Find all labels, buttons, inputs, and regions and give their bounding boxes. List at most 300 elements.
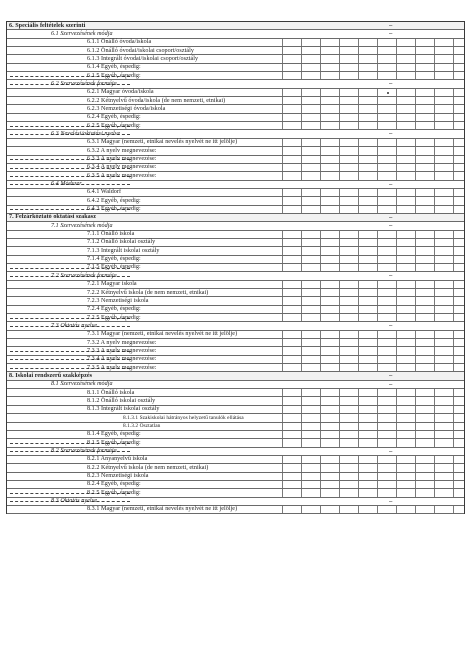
- check-cell[interactable]: [339, 347, 359, 354]
- check-cell[interactable]: [377, 306, 397, 313]
- check-cell[interactable]: [453, 64, 469, 71]
- check-cell[interactable]: [377, 105, 397, 112]
- check-cell[interactable]: [377, 172, 397, 179]
- check-cell[interactable]: [282, 164, 302, 171]
- check-cell[interactable]: [320, 489, 340, 496]
- check-cell[interactable]: [339, 247, 359, 254]
- check-cell[interactable]: [301, 197, 321, 204]
- check-cell[interactable]: [377, 197, 397, 204]
- check-cell[interactable]: [396, 331, 416, 338]
- check-cell[interactable]: [358, 423, 378, 430]
- check-cell[interactable]: [301, 406, 321, 413]
- check-cell[interactable]: [358, 189, 378, 196]
- check-cell[interactable]: [396, 147, 416, 154]
- check-cell[interactable]: [320, 431, 340, 438]
- check-cell[interactable]: [358, 239, 378, 246]
- check-cell[interactable]: [415, 114, 435, 121]
- check-cell[interactable]: [339, 406, 359, 413]
- check-cell[interactable]: [396, 397, 416, 404]
- check-cell[interactable]: [377, 122, 397, 129]
- check-cell[interactable]: [339, 105, 359, 112]
- check-cell[interactable]: [415, 189, 435, 196]
- check-cell[interactable]: [396, 414, 416, 421]
- check-cell[interactable]: [415, 55, 435, 62]
- check-cell[interactable]: [396, 47, 416, 54]
- check-cell[interactable]: [453, 406, 469, 413]
- check-cell[interactable]: [377, 147, 397, 154]
- check-cell[interactable]: [301, 156, 321, 163]
- check-cell[interactable]: [301, 364, 321, 371]
- check-cell[interactable]: [415, 489, 435, 496]
- check-cell[interactable]: [320, 356, 340, 363]
- check-cell[interactable]: [415, 289, 435, 296]
- check-cell[interactable]: [282, 347, 302, 354]
- check-cell[interactable]: [358, 347, 378, 354]
- check-cell[interactable]: [434, 439, 454, 446]
- check-cell[interactable]: [282, 489, 302, 496]
- check-cell[interactable]: [415, 423, 435, 430]
- check-cell[interactable]: [301, 423, 321, 430]
- check-cell[interactable]: [320, 306, 340, 313]
- check-cell[interactable]: [434, 281, 454, 288]
- check-cell[interactable]: [415, 156, 435, 163]
- check-cell[interactable]: [415, 239, 435, 246]
- check-cell[interactable]: [415, 297, 435, 304]
- check-cell[interactable]: [434, 414, 454, 421]
- check-cell[interactable]: [358, 314, 378, 321]
- check-cell[interactable]: [358, 114, 378, 121]
- check-cell[interactable]: [320, 464, 340, 471]
- check-cell[interactable]: [434, 331, 454, 338]
- check-cell[interactable]: [453, 206, 469, 213]
- check-cell[interactable]: [415, 331, 435, 338]
- check-cell[interactable]: [396, 164, 416, 171]
- check-cell[interactable]: [453, 289, 469, 296]
- check-cell[interactable]: [415, 39, 435, 46]
- check-cell[interactable]: [282, 197, 302, 204]
- check-cell[interactable]: [358, 506, 378, 513]
- check-cell[interactable]: [396, 55, 416, 62]
- check-cell[interactable]: [282, 105, 302, 112]
- check-cell[interactable]: [377, 389, 397, 396]
- check-cell[interactable]: [339, 397, 359, 404]
- check-cell[interactable]: [320, 289, 340, 296]
- check-cell[interactable]: [282, 239, 302, 246]
- check-cell[interactable]: [396, 189, 416, 196]
- check-cell[interactable]: [434, 356, 454, 363]
- check-cell[interactable]: [282, 97, 302, 104]
- check-cell[interactable]: [358, 439, 378, 446]
- check-cell[interactable]: [320, 189, 340, 196]
- check-cell[interactable]: [377, 264, 397, 271]
- check-cell[interactable]: [396, 481, 416, 488]
- check-cell[interactable]: [358, 197, 378, 204]
- check-cell[interactable]: [282, 414, 302, 421]
- check-cell[interactable]: [396, 281, 416, 288]
- check-cell[interactable]: [415, 172, 435, 179]
- check-cell[interactable]: [320, 439, 340, 446]
- check-cell[interactable]: [396, 364, 416, 371]
- check-cell[interactable]: [320, 264, 340, 271]
- check-cell[interactable]: [396, 139, 416, 146]
- check-cell[interactable]: [415, 414, 435, 421]
- check-cell[interactable]: [377, 64, 397, 71]
- check-cell[interactable]: [282, 464, 302, 471]
- check-cell[interactable]: [301, 481, 321, 488]
- check-cell[interactable]: [377, 281, 397, 288]
- check-cell[interactable]: [320, 506, 340, 513]
- check-cell[interactable]: [301, 64, 321, 71]
- check-cell[interactable]: [320, 122, 340, 129]
- check-cell[interactable]: [301, 256, 321, 263]
- check-cell[interactable]: [282, 356, 302, 363]
- check-cell[interactable]: [320, 281, 340, 288]
- check-cell[interactable]: [320, 231, 340, 238]
- check-cell[interactable]: [453, 306, 469, 313]
- check-cell[interactable]: [453, 439, 469, 446]
- check-cell[interactable]: [358, 64, 378, 71]
- check-cell[interactable]: [358, 206, 378, 213]
- check-cell[interactable]: [377, 431, 397, 438]
- check-cell[interactable]: [282, 189, 302, 196]
- check-cell[interactable]: [453, 264, 469, 271]
- check-cell[interactable]: [453, 189, 469, 196]
- check-cell[interactable]: [358, 47, 378, 54]
- check-cell[interactable]: [434, 397, 454, 404]
- check-cell[interactable]: [339, 489, 359, 496]
- check-cell[interactable]: [415, 339, 435, 346]
- check-cell[interactable]: [358, 406, 378, 413]
- check-cell[interactable]: [320, 406, 340, 413]
- check-cell[interactable]: [396, 264, 416, 271]
- check-cell[interactable]: [453, 172, 469, 179]
- check-cell[interactable]: [339, 473, 359, 480]
- check-cell[interactable]: [396, 356, 416, 363]
- check-cell[interactable]: [282, 456, 302, 463]
- check-cell[interactable]: [453, 55, 469, 62]
- check-cell[interactable]: [301, 281, 321, 288]
- check-cell[interactable]: [377, 156, 397, 163]
- check-cell[interactable]: [339, 189, 359, 196]
- check-cell[interactable]: [434, 239, 454, 246]
- check-cell[interactable]: [301, 473, 321, 480]
- check-cell[interactable]: [339, 331, 359, 338]
- check-cell[interactable]: [282, 289, 302, 296]
- check-cell[interactable]: [301, 439, 321, 446]
- check-cell[interactable]: [453, 414, 469, 421]
- check-cell[interactable]: [396, 64, 416, 71]
- check-cell[interactable]: [396, 105, 416, 112]
- check-cell[interactable]: [453, 39, 469, 46]
- check-cell[interactable]: [282, 47, 302, 54]
- check-cell[interactable]: [282, 364, 302, 371]
- check-cell[interactable]: [434, 55, 454, 62]
- check-cell[interactable]: [377, 506, 397, 513]
- check-cell[interactable]: [434, 264, 454, 271]
- check-cell[interactable]: [339, 239, 359, 246]
- check-cell[interactable]: [301, 114, 321, 121]
- check-cell[interactable]: [377, 206, 397, 213]
- check-cell[interactable]: [358, 39, 378, 46]
- check-cell[interactable]: [377, 256, 397, 263]
- check-cell[interactable]: [358, 414, 378, 421]
- check-cell[interactable]: [339, 256, 359, 263]
- check-cell[interactable]: [434, 289, 454, 296]
- check-cell[interactable]: [396, 439, 416, 446]
- check-cell[interactable]: [453, 473, 469, 480]
- check-cell[interactable]: [415, 431, 435, 438]
- check-cell[interactable]: [301, 239, 321, 246]
- check-cell[interactable]: [358, 172, 378, 179]
- check-cell[interactable]: [358, 489, 378, 496]
- check-cell[interactable]: [301, 289, 321, 296]
- check-cell[interactable]: [453, 506, 469, 513]
- check-cell[interactable]: [415, 147, 435, 154]
- check-cell[interactable]: [453, 47, 469, 54]
- check-cell[interactable]: [396, 239, 416, 246]
- check-cell[interactable]: [453, 147, 469, 154]
- check-cell[interactable]: [415, 197, 435, 204]
- check-cell[interactable]: [339, 339, 359, 346]
- check-cell[interactable]: [396, 122, 416, 129]
- check-cell[interactable]: [339, 439, 359, 446]
- check-cell[interactable]: [377, 339, 397, 346]
- check-cell[interactable]: [358, 147, 378, 154]
- check-cell[interactable]: [396, 231, 416, 238]
- check-cell[interactable]: [434, 314, 454, 321]
- check-cell[interactable]: [377, 364, 397, 371]
- check-cell[interactable]: [358, 356, 378, 363]
- check-cell[interactable]: [358, 281, 378, 288]
- check-cell[interactable]: [320, 55, 340, 62]
- check-cell[interactable]: [377, 39, 397, 46]
- check-cell[interactable]: [453, 114, 469, 121]
- check-cell[interactable]: [396, 197, 416, 204]
- check-cell[interactable]: [320, 256, 340, 263]
- check-cell[interactable]: [415, 281, 435, 288]
- check-cell[interactable]: [282, 89, 302, 96]
- check-cell[interactable]: [358, 297, 378, 304]
- check-cell[interactable]: [282, 206, 302, 213]
- check-cell[interactable]: [282, 231, 302, 238]
- check-cell[interactable]: [396, 506, 416, 513]
- check-cell[interactable]: [377, 114, 397, 121]
- check-cell[interactable]: [377, 55, 397, 62]
- check-cell[interactable]: [282, 114, 302, 121]
- check-cell[interactable]: [282, 439, 302, 446]
- check-cell[interactable]: [358, 306, 378, 313]
- check-cell[interactable]: [453, 431, 469, 438]
- check-cell[interactable]: [339, 431, 359, 438]
- check-cell[interactable]: [301, 89, 321, 96]
- check-cell[interactable]: [377, 347, 397, 354]
- check-cell[interactable]: [339, 281, 359, 288]
- check-cell[interactable]: [339, 231, 359, 238]
- check-cell[interactable]: [301, 264, 321, 271]
- check-cell[interactable]: [301, 97, 321, 104]
- check-cell[interactable]: [434, 172, 454, 179]
- check-cell[interactable]: [320, 331, 340, 338]
- check-cell[interactable]: [434, 406, 454, 413]
- check-cell[interactable]: [415, 105, 435, 112]
- check-cell[interactable]: [377, 473, 397, 480]
- check-cell[interactable]: [301, 72, 321, 79]
- check-cell[interactable]: [301, 314, 321, 321]
- check-cell[interactable]: [453, 197, 469, 204]
- check-cell[interactable]: [453, 139, 469, 146]
- check-cell[interactable]: [282, 281, 302, 288]
- check-cell[interactable]: [282, 506, 302, 513]
- check-cell[interactable]: [282, 473, 302, 480]
- check-cell[interactable]: [282, 431, 302, 438]
- check-cell[interactable]: [339, 306, 359, 313]
- check-cell[interactable]: [282, 147, 302, 154]
- check-cell[interactable]: [358, 122, 378, 129]
- check-cell[interactable]: [415, 364, 435, 371]
- check-cell[interactable]: [434, 464, 454, 471]
- check-cell[interactable]: [358, 364, 378, 371]
- check-cell[interactable]: [434, 206, 454, 213]
- check-cell[interactable]: [358, 156, 378, 163]
- check-cell[interactable]: [453, 239, 469, 246]
- check-cell[interactable]: [320, 239, 340, 246]
- check-cell[interactable]: [320, 97, 340, 104]
- check-cell[interactable]: [453, 72, 469, 79]
- check-cell[interactable]: [339, 39, 359, 46]
- check-cell[interactable]: [301, 105, 321, 112]
- check-cell[interactable]: [282, 72, 302, 79]
- check-cell[interactable]: [453, 297, 469, 304]
- check-cell[interactable]: [377, 297, 397, 304]
- check-cell[interactable]: [434, 114, 454, 121]
- check-cell[interactable]: [434, 506, 454, 513]
- check-cell[interactable]: [396, 172, 416, 179]
- check-cell[interactable]: [301, 456, 321, 463]
- check-cell[interactable]: [377, 414, 397, 421]
- check-cell[interactable]: [339, 414, 359, 421]
- check-cell[interactable]: [320, 197, 340, 204]
- check-cell[interactable]: [415, 397, 435, 404]
- check-cell[interactable]: [301, 122, 321, 129]
- check-cell[interactable]: [415, 164, 435, 171]
- check-cell[interactable]: [453, 364, 469, 371]
- check-cell[interactable]: [396, 314, 416, 321]
- check-cell[interactable]: [320, 389, 340, 396]
- check-cell[interactable]: [453, 164, 469, 171]
- check-cell[interactable]: [434, 47, 454, 54]
- check-cell[interactable]: [301, 339, 321, 346]
- check-cell[interactable]: [453, 256, 469, 263]
- check-cell[interactable]: [358, 456, 378, 463]
- check-cell[interactable]: [301, 414, 321, 421]
- check-cell[interactable]: [358, 55, 378, 62]
- check-cell[interactable]: [377, 406, 397, 413]
- check-cell[interactable]: [339, 389, 359, 396]
- check-cell[interactable]: [320, 414, 340, 421]
- check-cell[interactable]: [377, 314, 397, 321]
- check-cell[interactable]: [453, 281, 469, 288]
- check-cell[interactable]: [320, 72, 340, 79]
- check-cell[interactable]: [301, 306, 321, 313]
- check-cell[interactable]: [301, 397, 321, 404]
- check-cell[interactable]: [358, 464, 378, 471]
- check-cell[interactable]: [320, 156, 340, 163]
- check-cell[interactable]: [415, 464, 435, 471]
- check-cell[interactable]: [415, 473, 435, 480]
- check-cell[interactable]: [434, 489, 454, 496]
- check-cell[interactable]: [415, 356, 435, 363]
- check-cell[interactable]: [434, 423, 454, 430]
- check-cell[interactable]: [377, 331, 397, 338]
- check-cell[interactable]: [358, 331, 378, 338]
- check-cell[interactable]: [282, 389, 302, 396]
- check-cell[interactable]: [415, 314, 435, 321]
- check-cell[interactable]: [320, 64, 340, 71]
- check-cell[interactable]: [377, 423, 397, 430]
- check-cell[interactable]: [320, 172, 340, 179]
- check-cell[interactable]: [320, 89, 340, 96]
- check-cell[interactable]: [396, 256, 416, 263]
- check-cell[interactable]: [282, 122, 302, 129]
- check-cell[interactable]: [282, 406, 302, 413]
- check-cell[interactable]: [339, 314, 359, 321]
- check-cell[interactable]: [434, 347, 454, 354]
- check-cell[interactable]: [320, 164, 340, 171]
- check-cell[interactable]: [301, 506, 321, 513]
- check-cell[interactable]: [301, 231, 321, 238]
- check-cell[interactable]: [377, 397, 397, 404]
- check-cell[interactable]: [396, 206, 416, 213]
- check-cell[interactable]: [453, 122, 469, 129]
- check-cell[interactable]: [282, 297, 302, 304]
- check-cell[interactable]: [339, 197, 359, 204]
- check-cell[interactable]: [358, 431, 378, 438]
- check-cell[interactable]: [415, 139, 435, 146]
- check-cell[interactable]: [320, 297, 340, 304]
- check-cell[interactable]: [339, 289, 359, 296]
- check-cell[interactable]: [453, 423, 469, 430]
- check-cell[interactable]: [339, 114, 359, 121]
- check-cell[interactable]: [415, 389, 435, 396]
- check-cell[interactable]: [320, 47, 340, 54]
- check-cell[interactable]: [320, 481, 340, 488]
- check-cell[interactable]: [339, 264, 359, 271]
- check-cell[interactable]: [301, 431, 321, 438]
- check-cell[interactable]: [453, 456, 469, 463]
- check-cell[interactable]: [396, 306, 416, 313]
- check-cell[interactable]: [396, 464, 416, 471]
- check-cell[interactable]: [377, 97, 397, 104]
- check-cell[interactable]: [282, 264, 302, 271]
- check-cell[interactable]: [434, 247, 454, 254]
- check-cell[interactable]: [415, 506, 435, 513]
- check-cell[interactable]: [339, 122, 359, 129]
- check-cell[interactable]: [339, 64, 359, 71]
- check-cell[interactable]: [320, 206, 340, 213]
- check-cell[interactable]: [358, 105, 378, 112]
- check-cell[interactable]: [377, 489, 397, 496]
- check-cell[interactable]: [320, 423, 340, 430]
- check-cell[interactable]: [320, 339, 340, 346]
- check-cell[interactable]: [434, 297, 454, 304]
- check-cell[interactable]: [434, 89, 454, 96]
- check-cell[interactable]: [320, 39, 340, 46]
- check-cell[interactable]: [301, 55, 321, 62]
- check-cell[interactable]: [301, 356, 321, 363]
- check-cell[interactable]: [339, 172, 359, 179]
- check-cell[interactable]: [339, 164, 359, 171]
- check-cell[interactable]: [282, 397, 302, 404]
